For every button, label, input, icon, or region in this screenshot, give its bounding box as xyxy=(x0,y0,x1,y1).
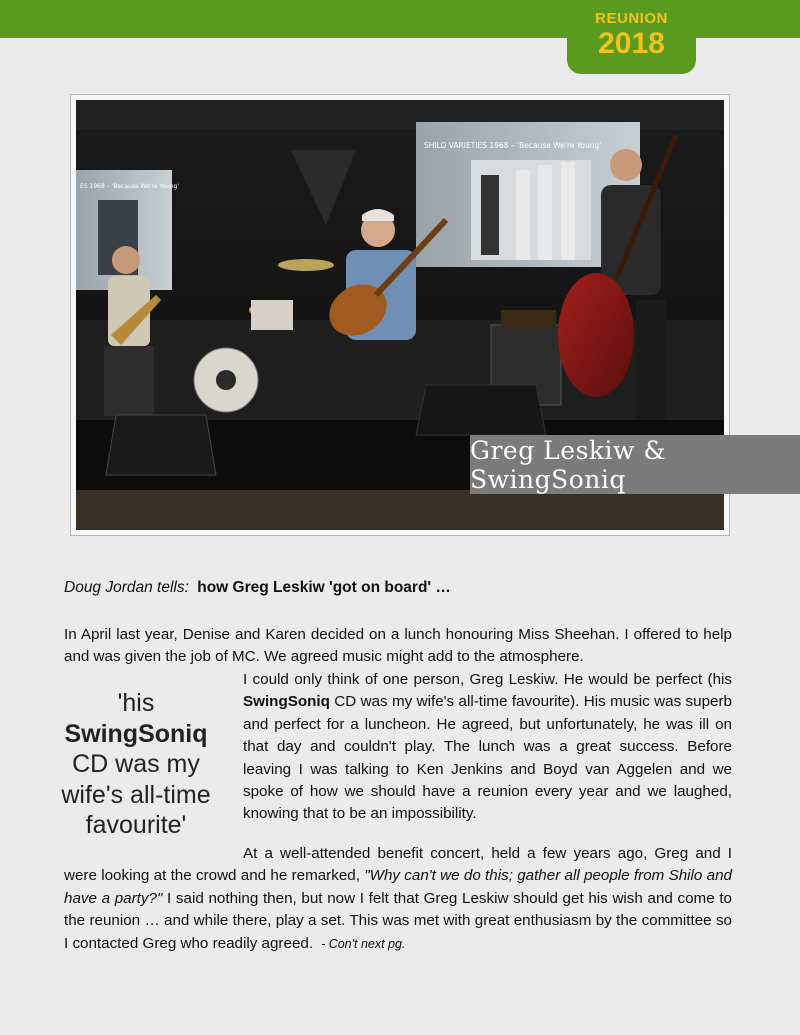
pull-quote-line: favourite' xyxy=(85,811,187,839)
pull-quote-line: SwingSoniq xyxy=(64,719,208,748)
intro-lead: Doug Jordan tells: xyxy=(64,579,189,596)
paragraph-3: At a well-attended benefit concert, held a few years ago, Greg and I were looking at the crowd and he remarked, "Why can't we do this; gather all people from Shilo and have a party?" I said nothing then, but now I felt that Greg Leskiw should get his wish and come to the reunion … and while there, play a set. This was met with great enthusiasm by the committee so I contacted Greg who readily agreed. - Con't next pg. xyxy=(64,845,733,952)
photo-caption: Greg Leskiw & SwingSoniq xyxy=(470,435,800,494)
pull-quote xyxy=(50,688,222,841)
reunion-label: REUNION xyxy=(595,10,668,27)
swingsoniq-bold: SwingSoniq xyxy=(243,693,330,711)
intro-title: how Greg Leskiw 'got on board' … xyxy=(197,579,451,596)
continued-note: - Con't next pg. xyxy=(321,936,406,951)
pull-quote-line: 'his xyxy=(117,689,155,717)
article-intro xyxy=(64,579,451,597)
reunion-tab xyxy=(567,0,696,74)
paragraph-2: I could only think of one person, Greg Leskiw. He would be perfect (his SwingSoniq CD was my wife's all-time favourite). His music was superb and perfect for a luncheon. He agreed, but unfortunately, he was ill on that day and couldn't play. The lunch was a great success. Before leaving I was talking to Ken Jenkins and Boyd van Aggelen and we spoke of how we should have a reunion every year and we laughed, knowing that to be an impossibility. xyxy=(243,671,732,823)
left-screen-text: ES 1968 – 'Because We're Young' xyxy=(80,183,180,190)
pull-quote-line: CD was my xyxy=(72,750,200,778)
right-screen-text: SHILO VARIETIES 1968 – 'Because We're Young' xyxy=(424,141,602,150)
pull-quote-line: wife's all-time xyxy=(61,780,211,809)
reunion-year: 2018 xyxy=(598,27,665,60)
paragraph-1: In April last year, Denise and Karen decided on a lunch honouring Miss Sheehan. I offered to help and was given the job of MC. We agreed music might add to the atmosphere. xyxy=(64,626,732,666)
greg-quote: "Why can't we do this; gather all people from Shilo and have a party?" xyxy=(64,867,732,907)
